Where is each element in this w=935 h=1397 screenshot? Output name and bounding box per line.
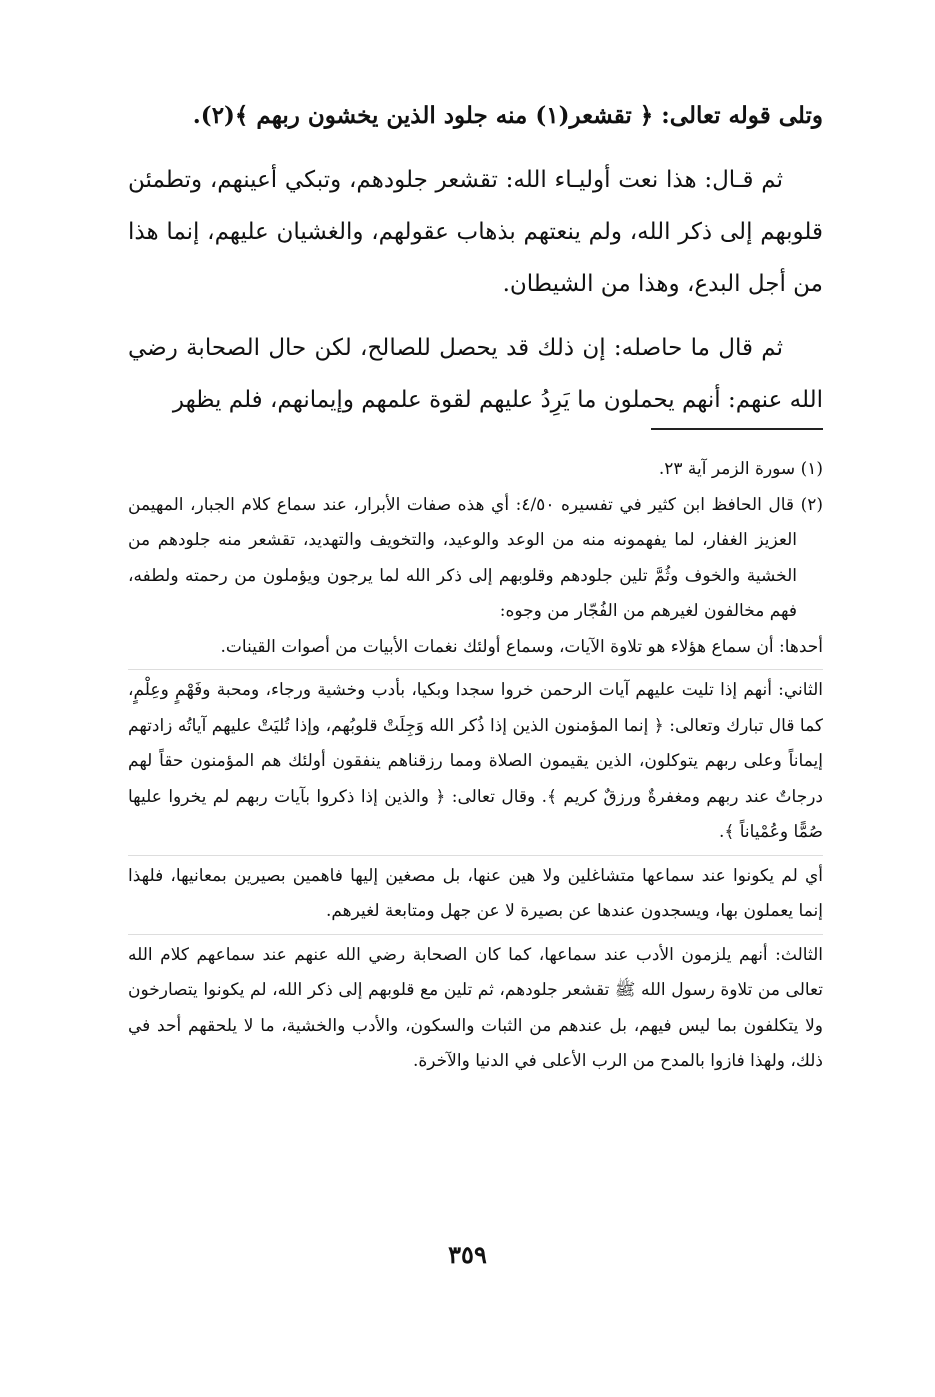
footnote-2-third-point: الثالث: أنهم يلزمون الأدب عند سماعها، كما كان الصحابة رضي الله عنهم عند سماعهم كلام الله تعالى من تلاوة رسول الله ﷺ تقشعر جلودهم، ثم تلين مع قلوبهم إلى ذكر الله، لم يكونوا يتصارخون ولا يتكلفون بما ليس فيهم، بل عندهم من الثبات والسكون، والأدب والخشية، ما لا يلحقهم أحد في ذلك، ولهذا فازوا بالمدح من الرب الأعلى في الدنيا والآخرة. xyxy=(128,934,823,1080)
main-text xyxy=(128,90,823,426)
verse-quote-line: وتلى قوله تعالى: ﴿ تقشعر(١) منه جلود الذين يخشون ربهم ﴾(٢). xyxy=(192,102,823,129)
paragraph-2: ثم قال ما حاصله: إن ذلك قد يحصل للصالح، لكن حال الصحابة رضي الله عنهم: أنهم يحملون ما يَرِدُ عليهم لقوة علمهم وإيمانهم، فلم يظهر xyxy=(128,335,823,413)
footnote-2-meaning: أي لم يكونوا عند سماعها متشاغلين ولا هين عنها، بل مصغين إليها فاهمين بصيرين بمعانيها، فلهذا إنما يعملون بها، ويسجدون عندها عن بصيرة لا عن جهل ومتابعة لغيرهم. xyxy=(128,855,823,930)
footnote-2-intro: (٢) قال الحافظ ابن كثير في تفسيره ٤/٥٠: أي هذه صفات الأبرار، عند سماع كلام الجبار، المهيمن العزيز الغفار، لما يفهمونه منه من الوعد والوعيد، والتخويف والتهديد، تقشعر منه جلودهم من الخشية والخوف وثُمَّ تلين جلودهم وقلوبهم إلى ذكر الله لما يرجون ويؤملون من رحمته ولطفه، فهم مخالفون لغيرهم من الفُجّار من وجوه: xyxy=(128,494,823,621)
footnote-separator xyxy=(651,428,823,430)
page-number: ٣٥٩ xyxy=(448,1240,487,1269)
footnote-2-first-point: أحدها: أن سماع هؤلاء هو تلاوة الآيات، وسماع أولئك نغمات الأبيات من أصوات القينات. xyxy=(220,636,823,657)
paragraph-1: ثم قـال: هذا نعت أوليـاء الله: تقشعر جلودهم، وتبكي أعينهم، وتطمئن قلوبهم إلى ذكر الله، ولم ينعتهم بذهاب عقولهم، والغشيان عليهم، إنما هذا من أجل البدع، وهذا من الشيطان. xyxy=(128,167,823,297)
footnote-1: (١) سورة الزمر آية ٢٣. xyxy=(658,459,823,479)
footnotes xyxy=(128,452,823,1080)
footnote-2-second-point: الثاني: أنهم إذا تليت عليهم آيات الرحمن خروا سجدا وبكيا، بأدب وخشية ورجاء، ومحبة وفَهْمٍ وعِلْمٍ، كما قال تبارك وتعالى: ﴿ إنما المؤمنون الذين إذا ذُكر الله وَجِلَتْ قلوبُهم، وإذا تُليَتْ عليهم آياتُه زادتهم إيماناً وعلى ربهم يتوكلون، الذين يقيمون الصلاة ومما رزقناهم ينفقون أولئك هم المؤمنون حقاً لهم درجاتٌ عند ربهم ومغفرةٌ ورزقٌ كريم ﴾. وقال تعالى: ﴿ والذين إذا ذكروا بآيات ربهم لم يخروا عليها صُمًّا وعُمْياناً ﴾. xyxy=(128,669,823,851)
